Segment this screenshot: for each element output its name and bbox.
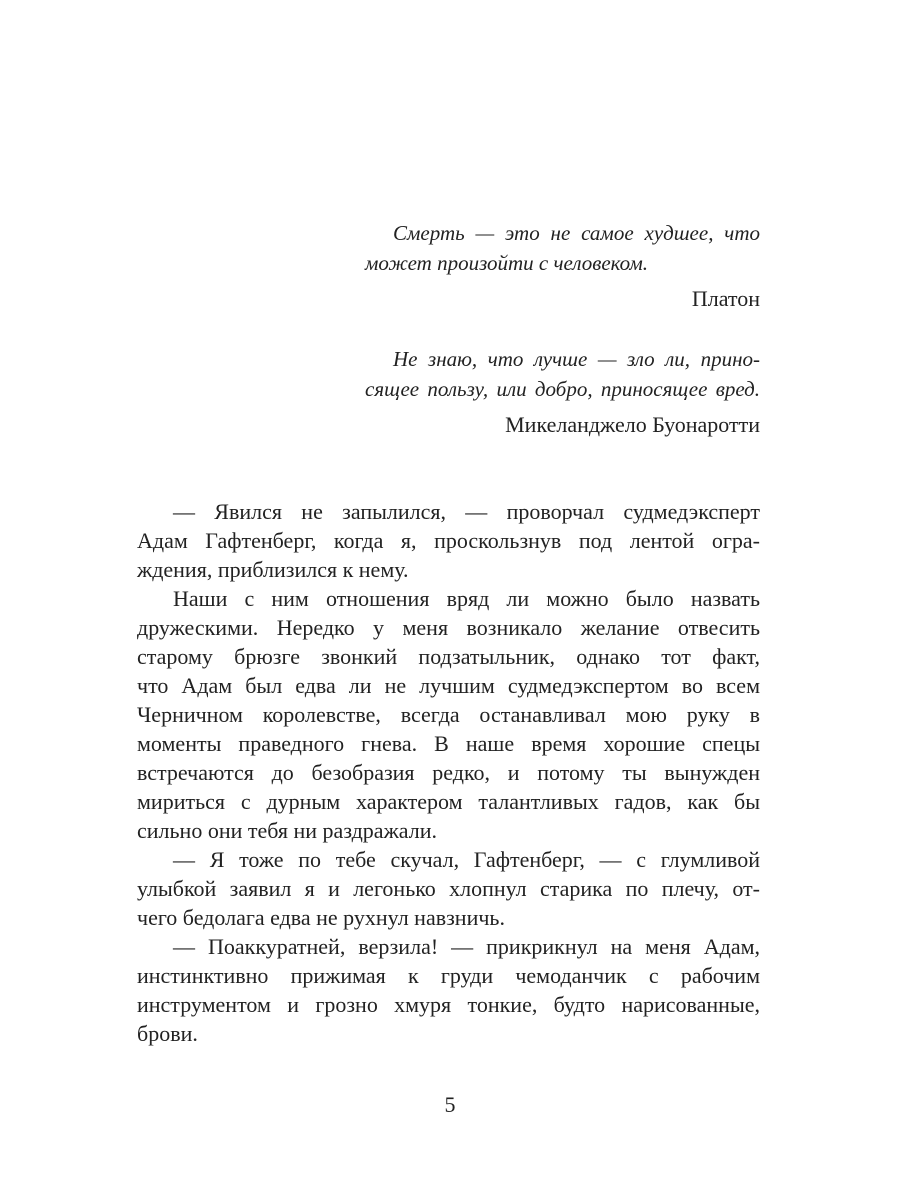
epigraph-quote-line: может произойти с человеком. [365,251,649,275]
epigraph-quote-line: сящее пользу, или добро, приносящее вред. [365,377,760,401]
epigraph-quote-line: Не знаю, что лучше — зло ли, прино- [393,347,760,371]
body-line: сильно они тебя ни раздражали. [137,818,437,843]
epigraph-attribution: Микеланджело Буонаротти [505,412,760,437]
epigraph-michelangelo [365,344,760,440]
body-line: встречаются до безобразия редко, и потому ты вынужден [137,760,760,785]
body-line: чего бедолага едва не рухнул навзничь. [137,905,505,930]
body-line: — Поаккуратней, верзила! — прикрикнул на меня Адам, [173,934,760,959]
body-line: брови. [137,1021,198,1046]
paragraph [137,497,760,584]
body-text [137,497,760,1048]
epigraphs-section [365,218,760,440]
paragraph [137,845,760,932]
body-line: Наши с ним отношения вряд ли можно было назвать [173,586,760,611]
body-line: — Я тоже по тебе скучал, Гафтенберг, — с глумливой [173,847,760,872]
paragraph [137,584,760,845]
body-line: инстинктивно прижимая к груди чемоданчик с рабочим [137,963,760,988]
body-line: ждения, приблизился к нему. [137,557,409,582]
page-number: 5 [444,1092,456,1117]
epigraph-attribution: Платон [691,286,760,311]
body-line: мириться с дурным характером талантливых гадов, как бы [137,789,760,814]
body-line: инструментом и грозно хмуря тонкие, будто нарисованные, [137,992,760,1017]
epigraph-quote-line: Смерть — это не самое худшее, что [393,221,760,245]
body-line: что Адам был едва ли не лучшим судмедэкспертом во всем [137,673,760,698]
body-line: — Явился не запылился, — проворчал судмедэксперт [173,499,760,524]
paragraph [137,932,760,1048]
epigraph-plato [365,218,760,314]
body-line: Черничном королевстве, всегда останавливал мою руку в [137,702,760,727]
body-line: старому брюзге звонкий подзатыльник, однако тот факт, [137,644,760,669]
body-line: моменты праведного гнева. В наше время хорошие спецы [137,731,760,756]
body-line: Адам Гафтенберг, когда я, проскользнув под лентой огра- [137,528,760,553]
body-line: дружескими. Нередко у меня возникало желание отвесить [137,615,760,640]
body-line: улыбкой заявил я и легонько хлопнул старика по плечу, от- [137,876,760,901]
